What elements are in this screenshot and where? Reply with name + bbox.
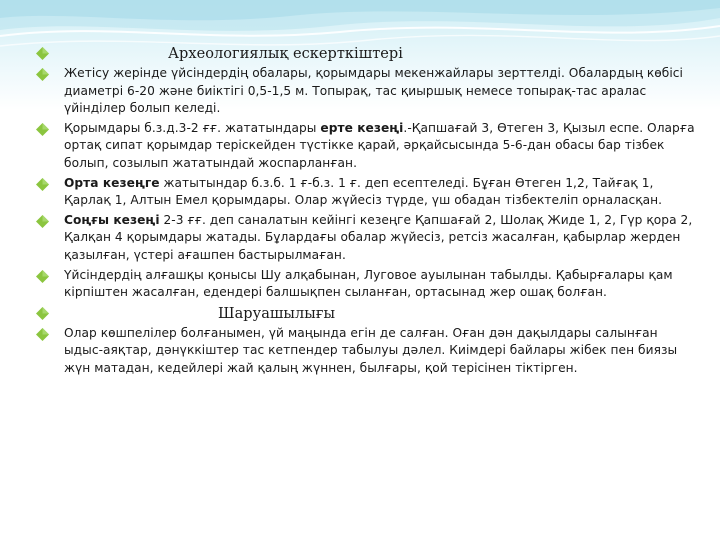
paragraph-text: Үйсіндердің алғашқы қонысы Шу алқабынан, Луговое ауылынан табылды. Қабырғалары қам кірпіштен жасалған, едендері балшықпен сыланған, ортасынад жер ошақ болған.	[64, 267, 673, 300]
green-diamond-bullet-icon	[36, 307, 49, 320]
bold-term: ерте кезеңі	[320, 120, 404, 135]
green-diamond-bullet-icon	[36, 215, 49, 228]
paragraph-5	[36, 267, 696, 302]
paragraph-text: Жетісу жерінде үйсіндердің обалары, қорымдары мекенжайлары зерттелді. Обалардың көбісі диаметрі 6-20 және биіктігі 0,5-1,5 м. Топырақ, тас қиыршық немесе топырақ-тас аралас үйінділер болып келеді.	[64, 66, 683, 116]
green-diamond-bullet-icon	[36, 328, 49, 341]
green-diamond-bullet-icon	[36, 123, 49, 136]
slide-content	[36, 44, 696, 380]
heading-text: Археологиялық ескерткіштері	[168, 46, 403, 62]
paragraph-text: .-Қапшағай 3, Өтеген 3, Қызыл еспе. Оларға ортақ сипат қорымдар теріскейден түстікке қарай, әрқайсысында 5-6-дан обасы бар тізбек болып, созылып жататындай жоспарланған.	[64, 120, 695, 170]
paragraph-3	[36, 175, 696, 210]
green-diamond-bullet-icon	[36, 270, 49, 283]
paragraph-text: Олар көшпелілер болғанымен, үй маңында егін де салған. Оған дән дақылдары салынған ыдыс-аяқтар, дәнүккіштер тас кетпендер табылуы дәлел. Киімдері байлары жібек пен биязы жүн матадан, кедейлері жай қалың жүннен, былғары, қой терісінен тіктірген.	[64, 325, 678, 375]
green-diamond-bullet-icon	[36, 178, 49, 191]
bold-term: Соңғы кезеңі	[64, 212, 160, 227]
paragraph-text: Қорымдары б.з.д.3-2 ғғ. жататындары	[64, 120, 321, 135]
paragraph-text: 2-3 ғғ. деп саналатын кейінгі кезеңге Қапшағай 2, Шолақ Жиде 1, 2, Гүр қора 2, Қалқан 4 қорымдары жатады. Бұлардағы обалар жүйесіз, ретсіз жасалған, қабырлар жерден қазылған, үстері ағашпен бастырылмаған.	[64, 212, 693, 262]
bold-term: Орта кезеңге	[64, 175, 160, 190]
green-diamond-bullet-icon	[36, 68, 49, 81]
heading-archaeology	[36, 44, 696, 64]
green-diamond-bullet-icon	[36, 47, 49, 60]
paragraph-6	[36, 325, 696, 378]
paragraph-1	[36, 65, 696, 118]
heading-economy	[36, 304, 696, 324]
paragraph-2	[36, 120, 696, 173]
paragraph-text: жатытындар б.з.б. 1 ғ-б.з. 1 ғ. деп есептеледі. Бұған Өтеген 1,2, Тайғақ 1, Қарлақ 1, Алтын Емел қорымдары. Олар жүйесіз түрде, үш обадан тізбектеліп орналасқан.	[64, 175, 663, 208]
heading-text: Шаруашылығы	[218, 305, 336, 322]
paragraph-4	[36, 212, 696, 265]
